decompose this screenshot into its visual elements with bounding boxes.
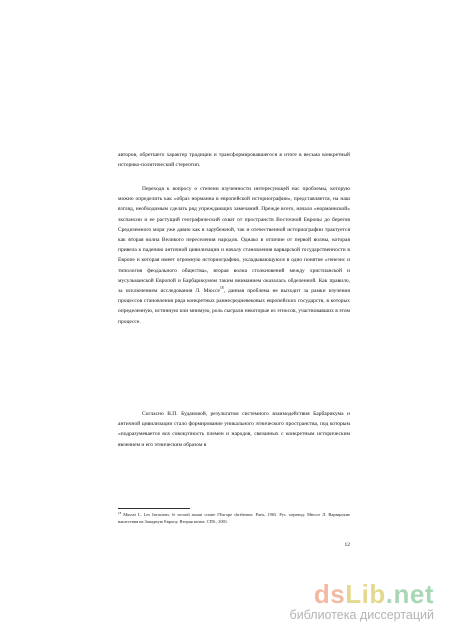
logo-part-lib: Lib (345, 579, 386, 609)
paragraph-2-text (118, 184, 350, 327)
paragraph-2-end: , данная проблема не выходит за рамки изучения процессов становления ряда конкретных раннесредневековых европейских государств, в которых определенную, истинную или мнимую, роль сыграли некоторые из этносов, участвовавших в этом процессе. (118, 288, 350, 325)
footnote-divider (118, 508, 190, 509)
page-number: 12 (344, 542, 350, 548)
footnote-text: Musset L. Les Invasions: le second assaut contre l'Europe chrétienne. Paris, 1965. Рус. перевод: Мюссе Л. Варварские нашествия на Западную Европу. Вторая волна. СПб., 2001. (118, 512, 350, 524)
logo-part-ds: ds (313, 579, 346, 609)
footnote-reference[interactable]: 18 (220, 286, 224, 291)
paragraph-budanova (118, 409, 350, 450)
footnote-number: 18 (118, 510, 122, 515)
paragraph-historiography (118, 184, 350, 327)
paragraph-2-main: Переходя к вопросу о степени изученности интересующей нас проблемы, которую можно определить как «образ норманна в европейской историографии», представляется, на наш взгляд, необходимым сделать ряд упреждающих замечаний. Прежде всего, начало «норманнской» экспансии и ее растущий географический охват от пространств Восточной Европы до берегов Средиземного моря уже давно как в зарубежной, так и отечественной историографии трактуется как вторая волна Великого переселения народов. Однако в отличие от первой волны, которая привела к падению античной цивилизации и началу становления варварской государственности в Европе и которая имеет огромную историографию, укладывающуюся в одно понятие «генезис и типология феодального общества», вторая волна столкновений между христианской и мусульманской Европой и Барбарикумом таким вниманием оказалась обделенной. Как правило, за исключением исследования Л. Мюссе (118, 186, 350, 295)
paragraph-3-text: Согласно В.П. Будановой, результатом системного взаимодействия Барбарикума и античной цивилизации стало формирование уникального этнического пространства, под которым «подразумевается вся совокупность племен и народов, связанных с конкретным историческим явлением и его этническим образом в (118, 411, 350, 448)
footnote (118, 511, 350, 525)
dslib-logo (314, 580, 434, 608)
dslib-watermark (284, 580, 434, 624)
paragraph-continued (118, 150, 350, 170)
paragraph-1-text: авторов, обретшего характер традиции и трансформировавшегося в итоге в весьма конкретный историко-политический стереотип. (118, 152, 350, 169)
logo-part-net: .net (385, 579, 434, 609)
watermark-subtitle: библиотека диссертаций (289, 608, 434, 622)
